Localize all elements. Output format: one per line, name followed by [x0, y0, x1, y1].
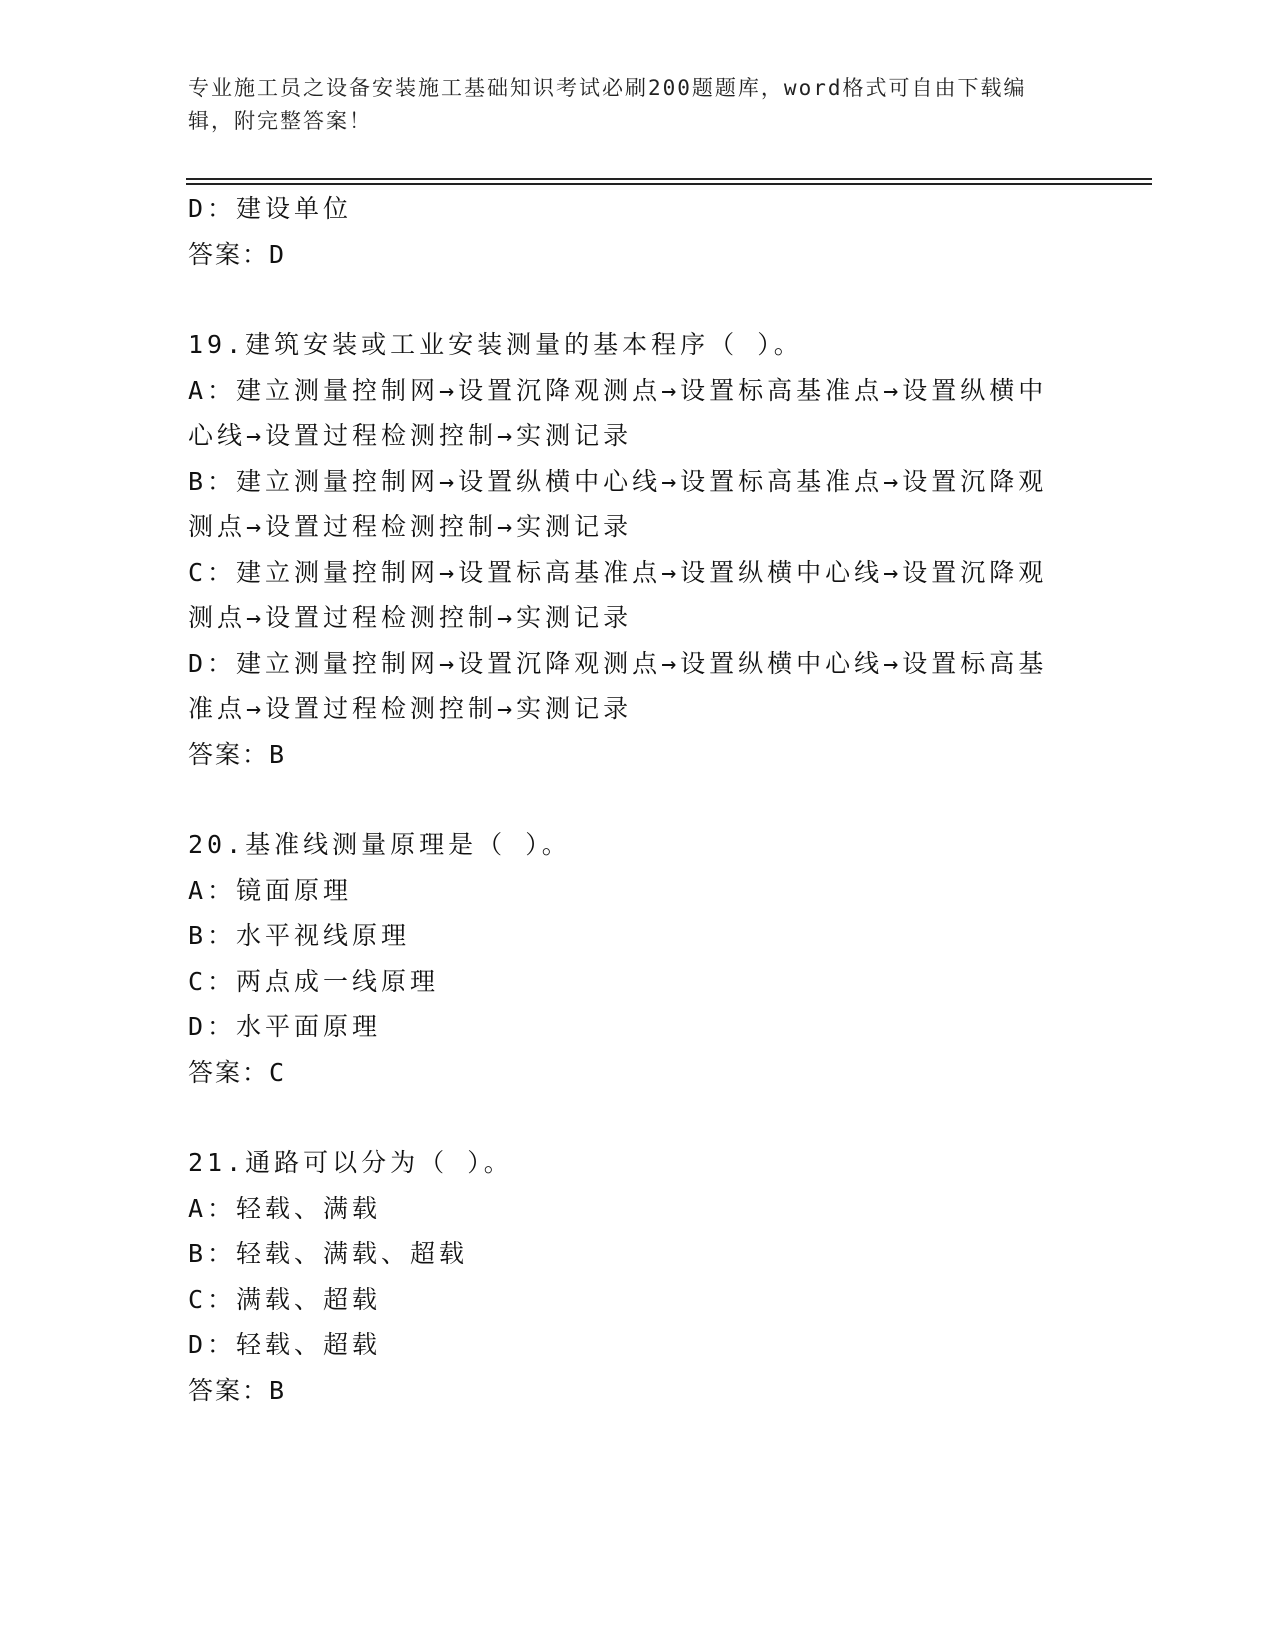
- question-text: 21.通路可以分为（ ）。: [188, 1148, 513, 1177]
- option-b-line-2: 测点→设置过程检测控制→实测记录: [188, 512, 633, 541]
- spacer: [188, 277, 1088, 322]
- question-21: [188, 1140, 1088, 1413]
- answer-line: 答案：C: [188, 1057, 287, 1087]
- header-divider-bottom: [186, 183, 1152, 185]
- option-a-line-1: A：建立测量控制网→设置沉降观测点→设置标高基准点→设置纵横中: [188, 375, 1048, 405]
- option-d: D：建设单位: [188, 194, 353, 223]
- option-c-line-1: C：建立测量控制网→设置标高基准点→设置纵横中心线→设置沉降观: [188, 557, 1048, 587]
- option-d: D：水平面原理: [188, 1012, 382, 1041]
- question-20: [188, 822, 1088, 1095]
- option-a-line-2: 心线→设置过程检测控制→实测记录: [188, 421, 633, 450]
- header-divider-top: [186, 178, 1152, 180]
- option-c-line-2: 测点→设置过程检测控制→实测记录: [188, 603, 633, 632]
- document-header: [188, 72, 1068, 138]
- answer-line: 答案：B: [188, 739, 287, 769]
- option-b: B：水平视线原理: [188, 921, 411, 950]
- spacer: [188, 1095, 1088, 1140]
- question-text: 19.建筑安装或工业安装测量的基本程序（ ）。: [188, 330, 803, 359]
- question-text: 20.基准线测量原理是（ ）。: [188, 830, 571, 859]
- option-b: B：轻载、满载、超载: [188, 1239, 469, 1268]
- option-a: A：轻载、满载: [188, 1193, 382, 1223]
- option-c: C：满载、超载: [188, 1284, 382, 1314]
- option-d: D：轻载、超载: [188, 1330, 382, 1359]
- question-18-tail: [188, 186, 1088, 277]
- option-b-line-1: B：建立测量控制网→设置纵横中心线→设置标高基准点→设置沉降观: [188, 466, 1048, 496]
- option-c: C：两点成一线原理: [188, 966, 440, 996]
- option-a: A：镜面原理: [188, 875, 353, 905]
- spacer: [188, 777, 1088, 822]
- option-d-line-1: D：建立测量控制网→设置沉降观测点→设置纵横中心线→设置标高基: [188, 648, 1048, 678]
- document-body: [188, 186, 1088, 1413]
- header-title: 专业施工员之设备安装施工基础知识考试必刷200题题库，word格式可自由下载编辑，附完整答案！: [188, 76, 1027, 133]
- question-19: [188, 322, 1088, 777]
- answer-line: 答案：B: [188, 1375, 287, 1405]
- option-d-line-2: 准点→设置过程检测控制→实测记录: [188, 694, 633, 723]
- answer-line: 答案：D: [188, 239, 287, 269]
